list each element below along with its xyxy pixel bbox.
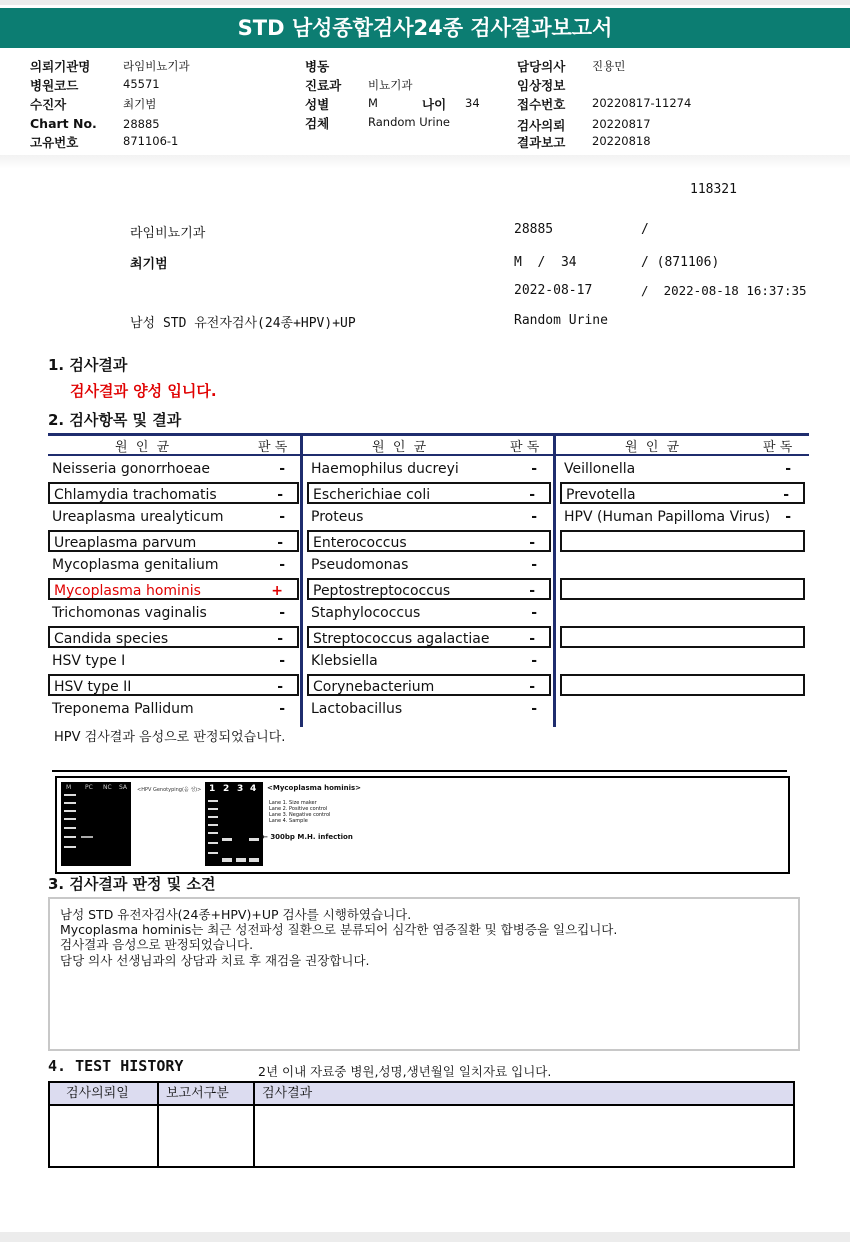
pathogen-name: Corynebacterium [313, 679, 435, 695]
hpv-note: HPV 검사결과 음성으로 판정되었습니다. [54, 730, 286, 745]
age-value: 34 [465, 96, 480, 110]
gel-arrow-label: ← 300bp M.H. infection [262, 833, 353, 841]
history-note: 2년 이내 자료중 병원,성명,생년월일 일치자료 입니다. [258, 1064, 552, 1079]
pathogen-name: Candida species [54, 631, 169, 647]
result-row [560, 698, 805, 720]
result-row [560, 602, 805, 624]
pathogen-result: + [271, 583, 283, 599]
pathogen-name: Haemophilus ducreyi [311, 461, 459, 477]
chart-label: Chart No. [30, 116, 97, 131]
result-row [48, 458, 299, 480]
pathogen-result: - [531, 653, 537, 669]
ladder-band [64, 836, 76, 838]
pathogen-result: - [785, 509, 791, 525]
unique-label: 고유번호 [30, 135, 79, 150]
history-col-result: 검사결과 [262, 1086, 313, 1101]
pathogen-result: - [529, 583, 535, 599]
history-table-header [50, 1083, 793, 1106]
primer-band [222, 858, 232, 862]
pathogen-result: - [529, 535, 535, 551]
hospital-code-value: 45571 [123, 77, 160, 91]
result-row [48, 698, 299, 720]
specimen-label: 검체 [305, 116, 330, 131]
pathogen-name: Staphylococcus [311, 605, 421, 621]
pathogen-result: - [531, 461, 537, 477]
institution-value: 라임비뇨기과 [123, 59, 190, 73]
sex-label: 성별 [305, 97, 330, 112]
pathogen-result: - [277, 487, 283, 503]
request-label: 검사의뢰 [517, 118, 566, 133]
ladder-band [208, 842, 218, 844]
gel-legend-title: <Mycoplasma hominis> [267, 784, 362, 792]
table-divider-2 [553, 433, 556, 727]
result-row [560, 626, 805, 648]
pathogen-name: Escherichiae coli [313, 487, 431, 503]
hpv-gel-caption: <HPV Genotyping(음 성)> [137, 787, 202, 793]
pathogen-name: HSV type II [54, 679, 132, 695]
gel-arrow-text: 300bp M.H. infection [270, 833, 353, 841]
pathogen-name: Pseudomonas [311, 557, 409, 573]
section3-title: 3. 검사결과 판정 및 소견 [48, 875, 216, 893]
ladder-band [64, 802, 76, 804]
ladder-band [64, 827, 76, 829]
result-row [48, 602, 299, 624]
gel-lane-label: PC [85, 784, 93, 791]
pathogen-name: HPV (Human Papilloma Virus) [564, 509, 771, 525]
gel-legend-line: Lane 4. Sample [269, 818, 308, 824]
report-date-value: 20220818 [592, 134, 651, 148]
ladder-band [64, 810, 76, 812]
summary-chart: 28885 [514, 222, 554, 237]
pathogen-result: - [279, 461, 285, 477]
pathogen-result: - [279, 509, 285, 525]
result-row [307, 530, 551, 552]
ladder-band [208, 816, 218, 818]
gel-lane-number: 3 [237, 784, 244, 794]
gel-electrophoresis-image [55, 776, 790, 874]
chart-value: 28885 [123, 117, 160, 131]
gel-legend-line: Lane 3. Negative control [269, 812, 331, 818]
section1-title: 1. 검사결과 [48, 356, 128, 374]
ladder-band [208, 832, 218, 834]
result-row [307, 554, 551, 576]
ladder-band [208, 824, 218, 826]
pathogen-result: - [531, 557, 537, 573]
pathogen-result: - [529, 631, 535, 647]
col-judgement-3: 판 독 [763, 440, 793, 455]
separator-band [0, 155, 850, 169]
pathogen-name: Lactobacillus [311, 701, 403, 717]
pathogen-name: Trichomonas vaginalis [52, 605, 207, 621]
result-row [560, 650, 805, 672]
pathogen-result: - [279, 653, 285, 669]
pathogen-result: - [279, 605, 285, 621]
pathogen-result: - [531, 509, 537, 525]
gel-lane-number: 4 [250, 784, 257, 794]
comment-line: Mycoplasma hominis는 최근 성전파성 질환으로 분류되어 심각한 염증질환 및 합병증을 일으킵니다. [60, 922, 618, 937]
result-row [560, 530, 805, 552]
pathogen-name: Mycoplasma genitalium [52, 557, 219, 573]
pathogen-result: - [529, 679, 535, 695]
pathogen-name: Ureaplasma urealyticum [52, 509, 224, 525]
history-divider [253, 1083, 255, 1166]
mycoplasma-gel [205, 782, 263, 866]
ladder-band [64, 794, 76, 796]
gel-lane-number: 1 [209, 784, 216, 794]
result-row [48, 650, 299, 672]
summary-sex-age: M / 34 [514, 255, 577, 270]
pathogen-result: - [531, 701, 537, 717]
dept-label: 진료과 [305, 78, 342, 93]
pathogen-result: - [277, 631, 283, 647]
result-row [307, 458, 551, 480]
result-row [307, 674, 551, 696]
history-col-date: 검사의뢰일 [66, 1086, 129, 1101]
result-row [560, 674, 805, 696]
summary-request-date: 2022-08-17 [514, 283, 593, 298]
pathogen-result: - [785, 461, 791, 477]
institution-label: 의뢰기관명 [30, 59, 91, 74]
pathogen-name: Streptococcus agalactiae [313, 631, 490, 647]
col-pathogen-1: 원 인 균 [115, 440, 170, 455]
result-row [560, 458, 805, 480]
gel-lane-number: 2 [223, 784, 230, 794]
summary-id: 118321 [690, 182, 737, 197]
image-top-rule [52, 770, 787, 772]
pathogen-name: Prevotella [566, 487, 636, 503]
pathogen-result: - [279, 557, 285, 573]
history-table [48, 1081, 795, 1168]
result-row [560, 554, 805, 576]
patient-label: 수진자 [30, 97, 67, 112]
summary-birth: / (871106) [641, 255, 720, 270]
summary-name: 최기범 [130, 257, 168, 272]
pathogen-name: Peptostreptococcus [313, 583, 451, 599]
summary-clinic: 라임비뇨기과 [130, 226, 206, 241]
summary-slash: / [641, 222, 649, 237]
pathogen-name: HSV type I [52, 653, 126, 669]
doctor-value: 진용민 [592, 59, 626, 73]
result-row [307, 698, 551, 720]
pathogen-name: Enterococcus [313, 535, 407, 551]
pathogen-result: - [277, 535, 283, 551]
col-pathogen-2: 원 인 균 [372, 440, 427, 455]
result-row [48, 578, 299, 600]
ladder-band [208, 800, 218, 802]
pathogen-name: Chlamydia trachomatis [54, 487, 217, 503]
result-row [560, 482, 805, 504]
history-divider [157, 1083, 159, 1166]
result-row [307, 650, 551, 672]
gel-legend-line: Lane 1. Size maker [269, 800, 317, 806]
gel-lane-label: NC [103, 784, 112, 791]
positive-result-message: 검사결과 양성 입니다. [70, 382, 217, 400]
primer-band [249, 858, 259, 862]
summary-report-date: / 2022-08-18 16:37:35 [641, 283, 807, 298]
comment-line: 담당 의사 선생님과의 상담과 치료 후 재검을 권장합니다. [60, 953, 370, 968]
positive-control-band [222, 838, 232, 841]
col-judgement-1: 판 독 [258, 440, 288, 455]
unique-value: 871106-1 [123, 134, 179, 148]
section4-title: 4. TEST HISTORY [48, 1057, 184, 1075]
ladder-band [208, 852, 218, 854]
gel-lane-label: SA [119, 784, 128, 791]
primer-band [236, 858, 246, 862]
hpv-gel [61, 782, 131, 866]
pathogen-name: Neisseria gonorrhoeae [52, 461, 211, 477]
result-row [48, 530, 299, 552]
result-row [48, 626, 299, 648]
pathogen-result: - [277, 679, 283, 695]
ladder-band [64, 846, 76, 848]
receipt-label: 접수번호 [517, 97, 566, 112]
col-judgement-2: 판 독 [510, 440, 540, 455]
sex-value: M [368, 96, 378, 110]
clinical-label: 임상정보 [517, 78, 566, 93]
result-row [307, 602, 551, 624]
ladder-band [64, 818, 76, 820]
result-row [307, 578, 551, 600]
table-divider-1 [300, 433, 303, 727]
patient-value: 최기범 [123, 97, 157, 111]
result-row [48, 554, 299, 576]
result-row [307, 626, 551, 648]
ward-label: 병동 [305, 59, 330, 74]
comment-line: 남성 STD 유전자검사(24종+HPV)+UP 검사를 시행하였습니다. [60, 907, 412, 922]
pathogen-name: Ureaplasma parvum [54, 535, 197, 551]
doctor-label: 담당의사 [517, 59, 566, 74]
result-row [48, 482, 299, 504]
positive-band [81, 836, 93, 838]
report-date-label: 결과보고 [517, 135, 566, 150]
pathogen-name: Klebsiella [311, 653, 378, 669]
pathogen-result: - [783, 487, 789, 503]
comment-box [48, 897, 800, 1051]
bottom-strip [0, 1232, 850, 1242]
request-value: 20220817 [592, 117, 651, 131]
pathogen-name: Veillonella [564, 461, 636, 477]
gel-lane-label: M [66, 784, 72, 791]
result-row [48, 674, 299, 696]
summary-test-name: 남성 STD 유전자검사(24종+HPV)+UP [130, 316, 356, 331]
hospital-code-label: 병원코드 [30, 78, 79, 93]
top-strip [0, 0, 850, 5]
pathogen-name: Treponema Pallidum [52, 701, 194, 717]
result-row [307, 506, 551, 528]
comment-line: 검사결과 음성으로 판정되었습니다. [60, 937, 254, 952]
specimen-value: Random Urine [368, 115, 450, 129]
gel-legend-line: Lane 2. Positive control [269, 806, 328, 812]
pathogen-result: - [279, 701, 285, 717]
result-row [48, 506, 299, 528]
receipt-value: 20220817-11274 [592, 96, 692, 110]
result-row [560, 578, 805, 600]
sample-band [249, 838, 259, 841]
report-title: STD 남성종합검사24종 검사결과보고서 [0, 8, 850, 48]
pathogen-result: - [531, 605, 537, 621]
section2-title: 2. 검사항목 및 결과 [48, 411, 182, 429]
history-col-type: 보고서구분 [166, 1086, 229, 1101]
result-row [560, 506, 805, 528]
pathogen-name: Proteus [311, 509, 364, 525]
age-label: 나이 [422, 97, 447, 112]
dept-value: 비뇨기과 [368, 78, 413, 92]
col-pathogen-3: 원 인 균 [625, 440, 680, 455]
pathogen-name: Mycoplasma hominis [54, 583, 201, 599]
ladder-band [208, 808, 218, 810]
result-row [307, 482, 551, 504]
pathogen-result: - [529, 487, 535, 503]
summary-specimen: Random Urine [514, 313, 608, 328]
